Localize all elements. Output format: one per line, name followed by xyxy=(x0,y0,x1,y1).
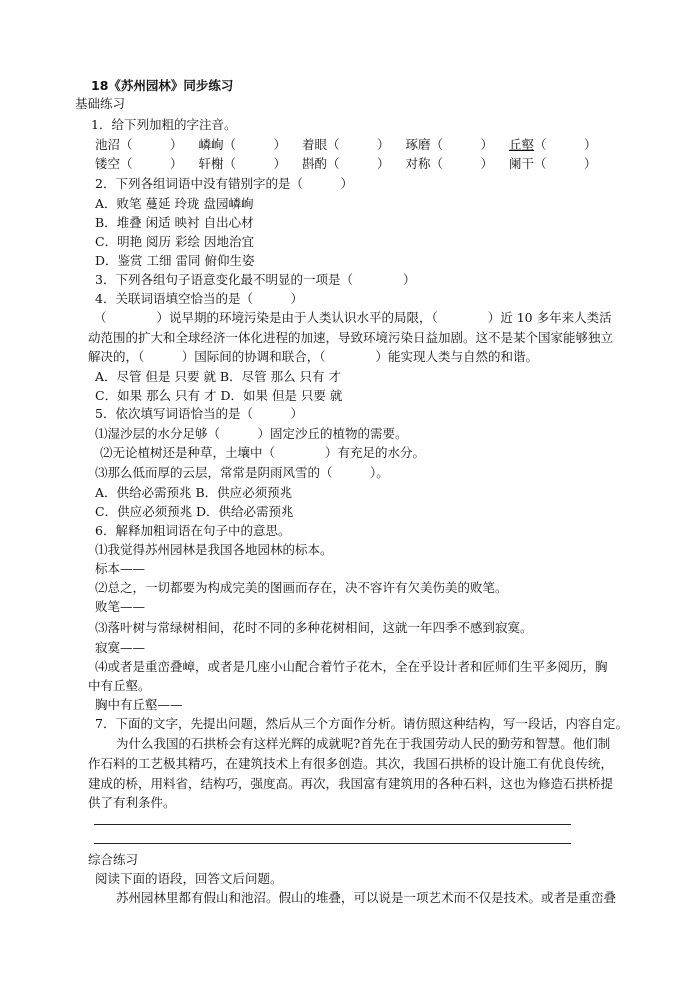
q5-item-1: ⑴湿沙层的水分足够（ ）固定沙丘的植物的需要。 xyxy=(95,426,408,441)
q7-paragraph-line: 供了有利条件。 xyxy=(88,795,176,810)
worksheet-title: 18《苏州园林》同步练习 xyxy=(91,78,234,93)
q5-item-3: ⑶那么低而厚的云层，常常是阴雨风雪的（ ）。 xyxy=(95,465,389,480)
q1-item: 轩榭（ ） xyxy=(198,156,287,171)
q4-options-ab: A．尽管 但是 只要 就 B．尽管 那么 只有 才 xyxy=(95,369,342,384)
q6-sentence-2: ⑵总之，一切都要为构成完美的图画而存在，决不容许有欠美伤美的败笔。 xyxy=(95,580,508,595)
q5-stem: 5．依次填写词语恰当的是（ ） xyxy=(95,406,303,421)
q1-item: 斟酌（ ） xyxy=(302,156,390,171)
q6-stem: 6．解释加粗词语在句子中的意思。 xyxy=(95,523,291,538)
q6-sentence-4: ⑷或者是重峦叠嶂，或者是几座小山配合着竹子花木，全在乎设计者和匠师们生平多阅历，胸 xyxy=(95,659,608,674)
q6-answer-1: 标本—— xyxy=(95,561,146,576)
q1-underlined-word: 丘壑 xyxy=(509,137,535,152)
q5-item-2: ⑵无论植树还是种草，土壤中（ ）有充足的水分。 xyxy=(100,445,426,460)
q4-options-cd: C．如果 那么 只有 才 D．如果 但是 只要 就 xyxy=(95,388,343,403)
q7-paragraph-line: 建成的桥，用料省，结构巧，强度高。再次，我国富有建筑用的各种石料，这也为修造石拱桥提 xyxy=(88,776,614,791)
q4-paragraph-line: 解决的，（ ）国际间的协调和联合，（ ）能实现人类与自然的和谐。 xyxy=(88,349,539,364)
q6-sentence-1: ⑴我觉得苏州园林是我国各地园林的标本。 xyxy=(95,542,333,557)
q3-stem: 3．下列各组句子语意变化最不明显的一项是（ ） xyxy=(95,272,416,287)
q6-answer-3: 寂寞—— xyxy=(95,640,146,655)
q1-stem: 1．给下列加粗的字注音。 xyxy=(91,117,237,132)
q2-option-a: A．败笔 蔓延 玲珑 盘园嶙峋 xyxy=(95,196,254,211)
q1-item: 对称（ ） xyxy=(405,156,494,171)
section-comprehensive-heading: 综合练习 xyxy=(88,852,139,867)
q4-paragraph-line: （ ）说早期的环境污染是由于人类认识水平的局限，（ ）近 10 多年来人类活 xyxy=(94,310,612,325)
reading-passage-line: 苏州园林里都有假山和池沼。假山的堆叠，可以说是一项艺术而不仅是技术。或者是重峦叠 xyxy=(116,890,617,905)
q2-option-b: B．堆叠 闲适 映衬 自出心材 xyxy=(95,215,254,230)
q2-stem: 2．下列各组词语中没有错别字的是（ ） xyxy=(95,176,353,191)
q5-options-ab: A．供给必需预兆 B．供应必须预兆 xyxy=(95,485,293,500)
q7-paragraph-line: 为什么我国的石拱桥会有这样光辉的成就呢?首先在于我国劳动人民的勤劳和智慧。他们制 xyxy=(116,736,611,751)
q1-item: 阑干（ ） xyxy=(509,156,597,171)
q1-item: 琢磨（ ） xyxy=(405,137,494,152)
q6-sentence-3: ⑶落叶树与常绿树相间，花时不同的多种花树相间，这就一年四季不感到寂寞。 xyxy=(95,620,533,635)
q6-answer-2: 败笔—— xyxy=(95,599,146,614)
q1-item: 嶙峋（ ） xyxy=(198,137,287,152)
q1-item: 镂空（ ） xyxy=(95,156,183,171)
q7-paragraph-line: 作石料的工艺极其精巧，在建筑技术上有很多创造。其次，我国石拱桥的设计施工有优良传统， xyxy=(88,756,614,771)
section-basic-heading: 基础练习 xyxy=(75,96,126,111)
q4-paragraph-line: 动范围的扩大和全球经济一体化进程的加速，导致环境污染日益加剧。这不是某个国家能够独立 xyxy=(88,330,614,345)
reading-instruction: 阅读下面的语段，回答文后问题。 xyxy=(95,871,283,886)
q1-pinyin-row-1 xyxy=(95,137,597,153)
q2-option-c: C．明艳 阅历 彩绘 因地治宜 xyxy=(95,234,254,249)
q6-sentence-4-cont: 中有丘壑。 xyxy=(88,678,151,693)
answer-line[interactable] xyxy=(94,824,571,825)
q1-pinyin-row-2 xyxy=(95,156,597,172)
q4-stem: 4．关联词语填空恰当的是（ ） xyxy=(95,291,303,306)
q1-item: 池沼（ ） xyxy=(95,137,183,152)
answer-line[interactable] xyxy=(94,843,571,844)
q5-options-cd: C．供应必须预兆 D．供给必需预兆 xyxy=(95,504,294,519)
q2-option-d: D．鉴赏 工细 雷同 俯仰生姿 xyxy=(95,253,255,268)
q6-answer-4: 胸中有丘壑—— xyxy=(95,697,183,712)
q1-item: 着眼（ ） xyxy=(302,137,390,152)
q7-stem: 7．下面的文字，先提出问题，然后从三个方面作分析。请仿照这种结构，写一段话，内容自定。 xyxy=(95,716,628,731)
q1-item-tail: （ ） xyxy=(534,137,597,152)
